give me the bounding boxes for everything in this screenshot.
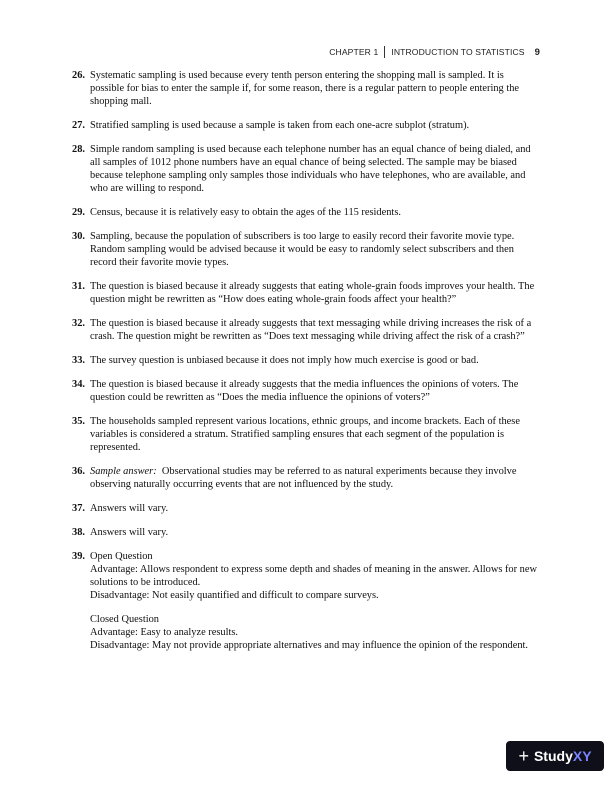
answer-text: Systematic sampling is used because every tenth person entering the shopping mall is sampled. It is possible for bias to enter the sample if, for some reason, there is a regular pattern to people entering the shopping mall. xyxy=(90,70,520,107)
answer-number: 33. xyxy=(72,355,85,366)
open-question-disadvantage: Disadvantage: Not easily quantified and difficult to compare surveys. xyxy=(90,590,379,601)
plus-icon: + xyxy=(518,746,529,766)
answer-text: The survey question is unbiased because it does not imply how much exercise is good or bad. xyxy=(90,355,479,366)
answer-item xyxy=(72,465,540,491)
sample-answer-text: Observational studies may be referred to as natural experiments because they involve observing naturally occurring events that are not influenced by the study. xyxy=(90,466,517,490)
answer-item xyxy=(72,378,540,404)
answer-text: The question is biased because it already suggests that the media influences the opinions of voters. The question could be rewritten as “Does the media influence the opinions of voters?” xyxy=(90,379,519,403)
answer-item xyxy=(72,415,540,454)
answer-number: 26. xyxy=(72,70,85,81)
open-question-advantage: Advantage: Allows respondent to express some depth and shades of meaning in the answer. Allows for new solutions to be introduced. xyxy=(90,564,537,588)
answer-number: 39. xyxy=(72,551,85,562)
answer-text: The households sampled represent various locations, ethnic groups, and income brackets. Each of these variables is considered a stratum. Stratified sampling ensures that each segment of the population is represented. xyxy=(90,416,520,453)
answer-item xyxy=(72,354,540,367)
answer-item xyxy=(72,280,540,306)
answer-list xyxy=(72,69,540,663)
answer-item xyxy=(72,206,540,219)
page-header xyxy=(329,46,540,58)
answer-item xyxy=(72,119,540,132)
answer-number: 27. xyxy=(72,120,85,131)
chapter-title: INTRODUCTION TO STATISTICS xyxy=(391,47,525,57)
closed-question-advantage: Advantage: Easy to analyze results. xyxy=(90,627,239,638)
answer-number: 35. xyxy=(72,416,85,427)
answer-item xyxy=(72,230,540,269)
answer-text xyxy=(90,465,540,491)
answer-item xyxy=(72,317,540,343)
page-number: 9 xyxy=(534,46,540,58)
answer-text: Simple random sampling is used because each telephone number has an equal chance of being dialed, and all samples of 1012 phone numbers have an equal chance of being selected. The sample may be biased because telephone sampling only samples those individuals who have telephones, who are available, and who are willing to respond. xyxy=(90,144,531,194)
logo-text-accent: XY xyxy=(572,748,592,764)
answer-number: 29. xyxy=(72,207,85,218)
header-divider xyxy=(384,46,385,58)
answer-item xyxy=(72,550,540,652)
answer-text: Answers will vary. xyxy=(90,503,169,514)
answer-number: 30. xyxy=(72,231,85,242)
answer-text: Stratified sampling is used because a sample is taken from each one-acre subplot (stratum). xyxy=(90,120,470,131)
answer-text: The question is biased because it already suggests that eating whole-grain foods improves your health. The question might be rewritten as “How does eating whole-grain foods affect your health?” xyxy=(90,281,535,305)
closed-question-disadvantage: Disadvantage: May not provide appropriate alternatives and may influence the opinion of the respondent. xyxy=(90,640,528,651)
answer-number: 34. xyxy=(72,379,85,390)
answer-text xyxy=(90,550,540,652)
answer-text: Sampling, because the population of subscribers is too large to easily record their favorite movie type. Random sampling would be advised because it would be easy to randomly select subscribers and then record their favorite movie types. xyxy=(90,231,515,268)
answer-text: Answers will vary. xyxy=(90,527,169,538)
open-question-title: Open Question xyxy=(90,551,153,562)
answer-item xyxy=(72,143,540,195)
answer-item xyxy=(72,502,540,515)
answer-number: 28. xyxy=(72,144,85,155)
answer-number: 37. xyxy=(72,503,85,514)
answer-number: 31. xyxy=(72,281,85,292)
studyxy-logo xyxy=(506,741,604,771)
answer-text: Census, because it is relatively easy to obtain the ages of the 115 residents. xyxy=(90,207,401,218)
answer-item xyxy=(72,69,540,108)
answer-text: The question is biased because it already suggests that text messaging while driving increases the risk of a crash. The question might be rewritten as “Does text messaging while driving affect the risk of a crash?” xyxy=(90,318,532,342)
sample-answer-label: Sample answer: xyxy=(90,466,157,477)
chapter-label: CHAPTER 1 xyxy=(329,47,379,57)
answer-number: 36. xyxy=(72,466,85,477)
answer-number: 38. xyxy=(72,527,85,538)
logo-text: Study xyxy=(533,748,573,764)
answer-item xyxy=(72,526,540,539)
answer-number: 32. xyxy=(72,318,85,329)
closed-question-title: Closed Question xyxy=(90,614,159,625)
